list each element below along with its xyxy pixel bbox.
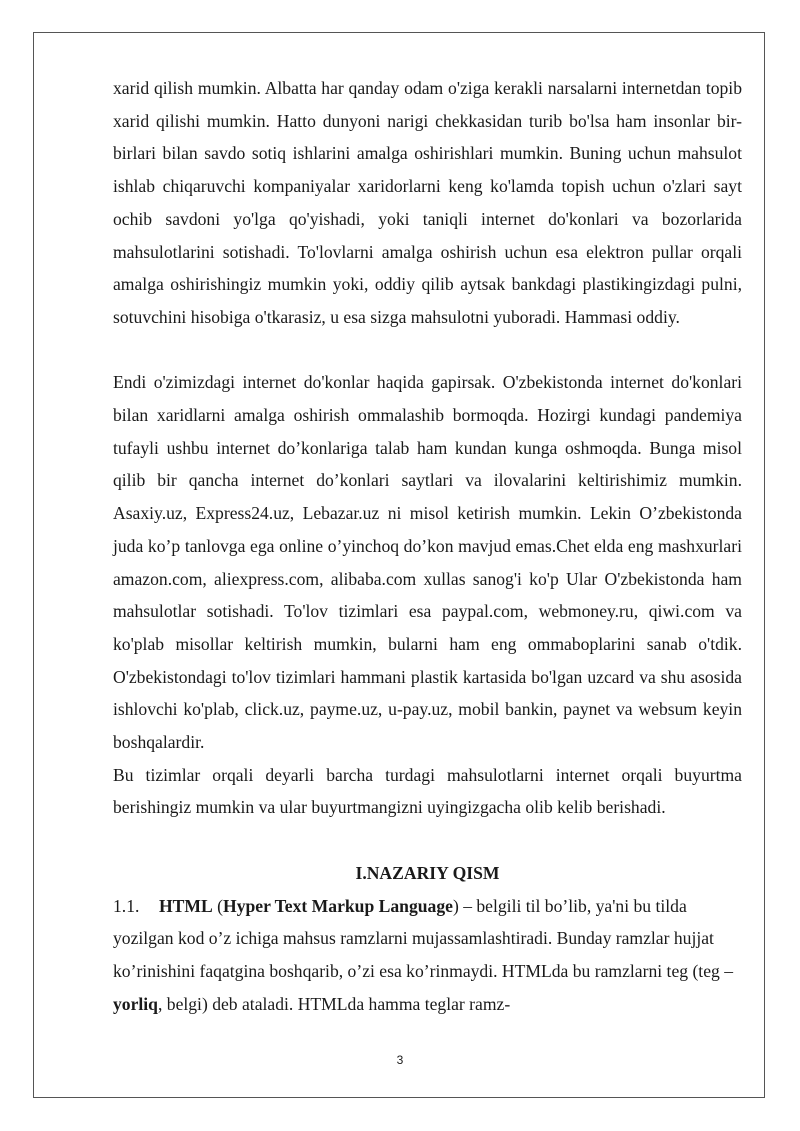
paragraph-spacer xyxy=(113,824,742,857)
page-number: 3 xyxy=(396,1053,404,1067)
paragraph-3: Bu tizimlar orqali deyarli barcha turdagi mahsulotlarni internet orqali buyurtma berishingiz mumkin va ular buyurtmangizni uyingizgacha olib kelib berishadi. xyxy=(113,764,742,818)
section-heading: I.NAZARIY QISM xyxy=(355,862,500,883)
paragraph-spacer xyxy=(113,334,742,367)
list-number: 1.1. xyxy=(113,895,140,916)
document-body xyxy=(113,72,742,1020)
list-item-1-1 xyxy=(113,890,742,1021)
paragraph-1: xarid qilish mumkin. Albatta har qanday odam o'ziga kerakli narsalarni internetdan topib xarid qilishi mumkin. Hatto dunyoni narigi chekkasidan turib bo'lsa ham insonlar bir-birlari bilan savdo sotiq ishlarini amalga oshirishlari mumkin. Buning uchun mahsulot ishlab chiqaruvchi kompaniyalar xaridorlarni keng ko'lamda topish uchun o'zlari sayt ochib savdoni yo'lga qo'yishadi, yoki taniqli internet do'konlari va bozorlarida mahsulotlarini sotishadi. To'lovlarni amalga oshirish uchun esa elektron pullar orqali amalga oshirishingiz mumkin yoki, oddiy qilib aytsak bankdagi plastikingizdagi pulni, sotuvchini hisobiga o'tkarasiz, u esa sizga mahsulotni yuboradi. Hammasi oddiy. xyxy=(113,78,742,327)
definition-text: ) – belgili til bo’lib, ya'ni bu tilda yozilgan kod o’z ichiga mahsus ramzlarni mujassamlashtiradi. Bunday ramzlar hujjat ko’rinishini faqatgina boshqarib, o’zi esa ko’rinmaydi. HTMLda bu ramzlarni teg (teg – xyxy=(113,895,733,981)
definition-tail: , belgi) deb ataladi. HTMLda hamma teglar ramz- xyxy=(157,993,511,1014)
open-paren: ( xyxy=(212,895,224,916)
term-full-name: Hyper Text Markup Language xyxy=(223,895,453,916)
term-html: HTML xyxy=(159,895,213,916)
bold-word-yorliq: yorliq xyxy=(113,993,158,1014)
paragraph-2: Endi o'zimizdagi internet do'konlar haqida gapirsak. O'zbekistonda internet do'konlari bilan xaridlarni amalga oshirish ommalashib bormoqda. Hozirgi kundagi pandemiya tufayli ushbu internet do’konlariga talab ham kundan kunga oshmoqda. Bunga misol qilib bir qancha internet do’konlari saytlari va ilovalarini keltirishimiz mumkin. Asaxiy.uz, Express24.uz, Lebazar.uz ni misol ketirish mumkin. Lekin O’zbekistonda juda ko’p tanlovga ega online o’yinchoq do’kon mavjud emas.Chet elda eng mashxurlari amazon.com, aliexpress.com, alibaba.com xullas sanog'i ko'p Ular O'zbekistonda ham mahsulotlar sotishadi. To'lov tizimlari esa paypal.com, webmoney.ru, qiwi.com va ko'plab misollar keltirish mumkin, bularni ham eng ommaboplarini sanab o'tdik. O'zbekistondagi to'lov tizimlari hammani plastik kartasida bo'lgan uzcard va shu asosida ishlovchi ko'plab, click.uz, payme.uz, u-pay.uz, mobil bankin, paynet va websum keyin boshqalardir. xyxy=(113,372,742,753)
